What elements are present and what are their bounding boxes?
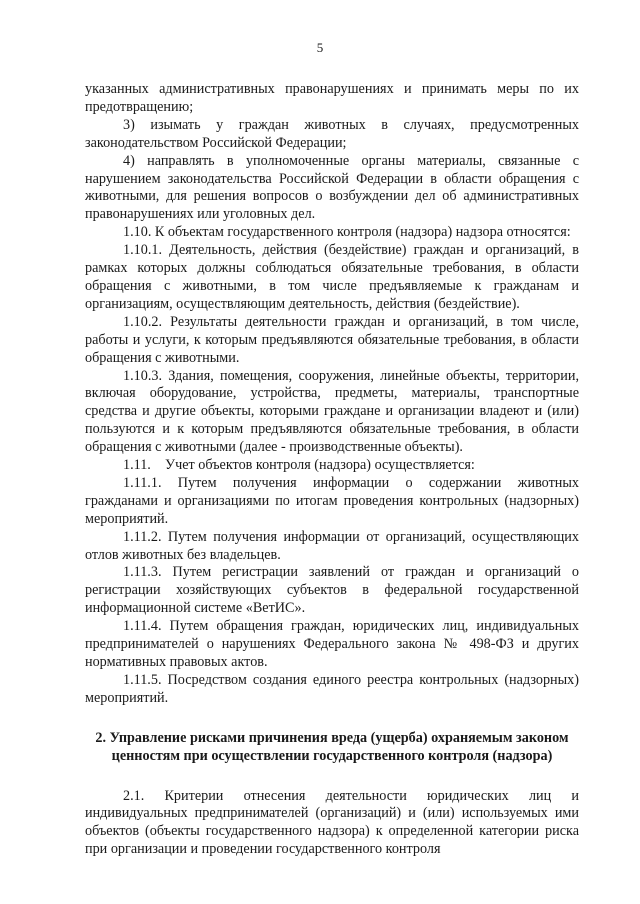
paragraph: 1.10. К объектам государственного контроля (надзора) надзора относятся: — [123, 224, 571, 241]
paragraph: 1.11.1. Путем получения информации о содержании животных гражданами и организациями по итогам проведения контрольных (надзорных) мероприятий. — [85, 474, 579, 527]
page-number: 5 — [316, 40, 324, 55]
paragraph: 2.1. Критерии отнесения деятельности юридических лиц и индивидуальных предпринимателей (организаций) и (или) используемых ими объектов (объекты государственного надзора) к определенной категории риска при организации и проведении государственного контроля — [85, 787, 583, 858]
paragraph: 1.11.3. Путем регистрации заявлений от граждан и организаций о регистрации хозяйствующих субъектов в федеральной государственной информационной системе «ВетИС». — [85, 564, 579, 617]
document-body — [85, 81, 583, 859]
paragraph: 1.11.2. Путем получения информации от организаций, осуществляющих отлов животных без владельцев. — [85, 528, 579, 563]
paragraph: 1.11.4. Путем обращения граждан, юридических лиц, индивидуальных предпринимателей о нарушениях Федерального закона № 498-ФЗ и других нормативных правовых актов. — [85, 618, 579, 670]
paragraph: указанных административных правонарушениях и принимать меры по их предотвращению; — [85, 81, 579, 115]
paragraph: 1.10.3. Здания, помещения, сооружения, линейные объекты, территории, включая оборудование, устройства, предметы, материалы, транспортные средства и другие объекты, которыми граждане и организации владеют и (или) пользуются и к которым предъявляются обязательные требования, в области обращения с животными (далее - производственные объекты). — [85, 367, 579, 456]
paragraph: 1.11. Учет объектов контроля (надзора) осуществляется: — [123, 457, 475, 474]
paragraph: 1.10.2. Результаты деятельности граждан и организаций, в том числе, работы и услуги, к которым предъявляются обязательные требования, в области обращения с животными. — [85, 313, 579, 366]
section-heading: 2. Управление рисками причинения вреда (ущерба) охраняемым законом ценностям при осуществлении государственного контроля (надзора) — [95, 729, 569, 764]
paragraph: 1.11.5. Посредством создания единого реестра контрольных (надзорных) мероприятий. — [85, 671, 579, 706]
paragraph: 3) изымать у граждан животных в случаях, предусмотренных законодательством Российской Федерации; — [85, 116, 579, 151]
paragraph: 1.10.1. Деятельность, действия (бездействие) граждан и организаций, в рамках которых должны соблюдаться обязательные требования, в области обращения с животными, в том числе предъявляемые к гражданам и организациям, осуществляющим деятельность, действия (бездействие). — [85, 242, 579, 312]
paragraph: 4) направлять в уполномоченные органы материалы, связанные с нарушением законодательства Российской Федерации в области обращения с животными, для решения вопросов о возбуждении дел об административных правонарушениях или уголовных дел. — [85, 152, 579, 223]
